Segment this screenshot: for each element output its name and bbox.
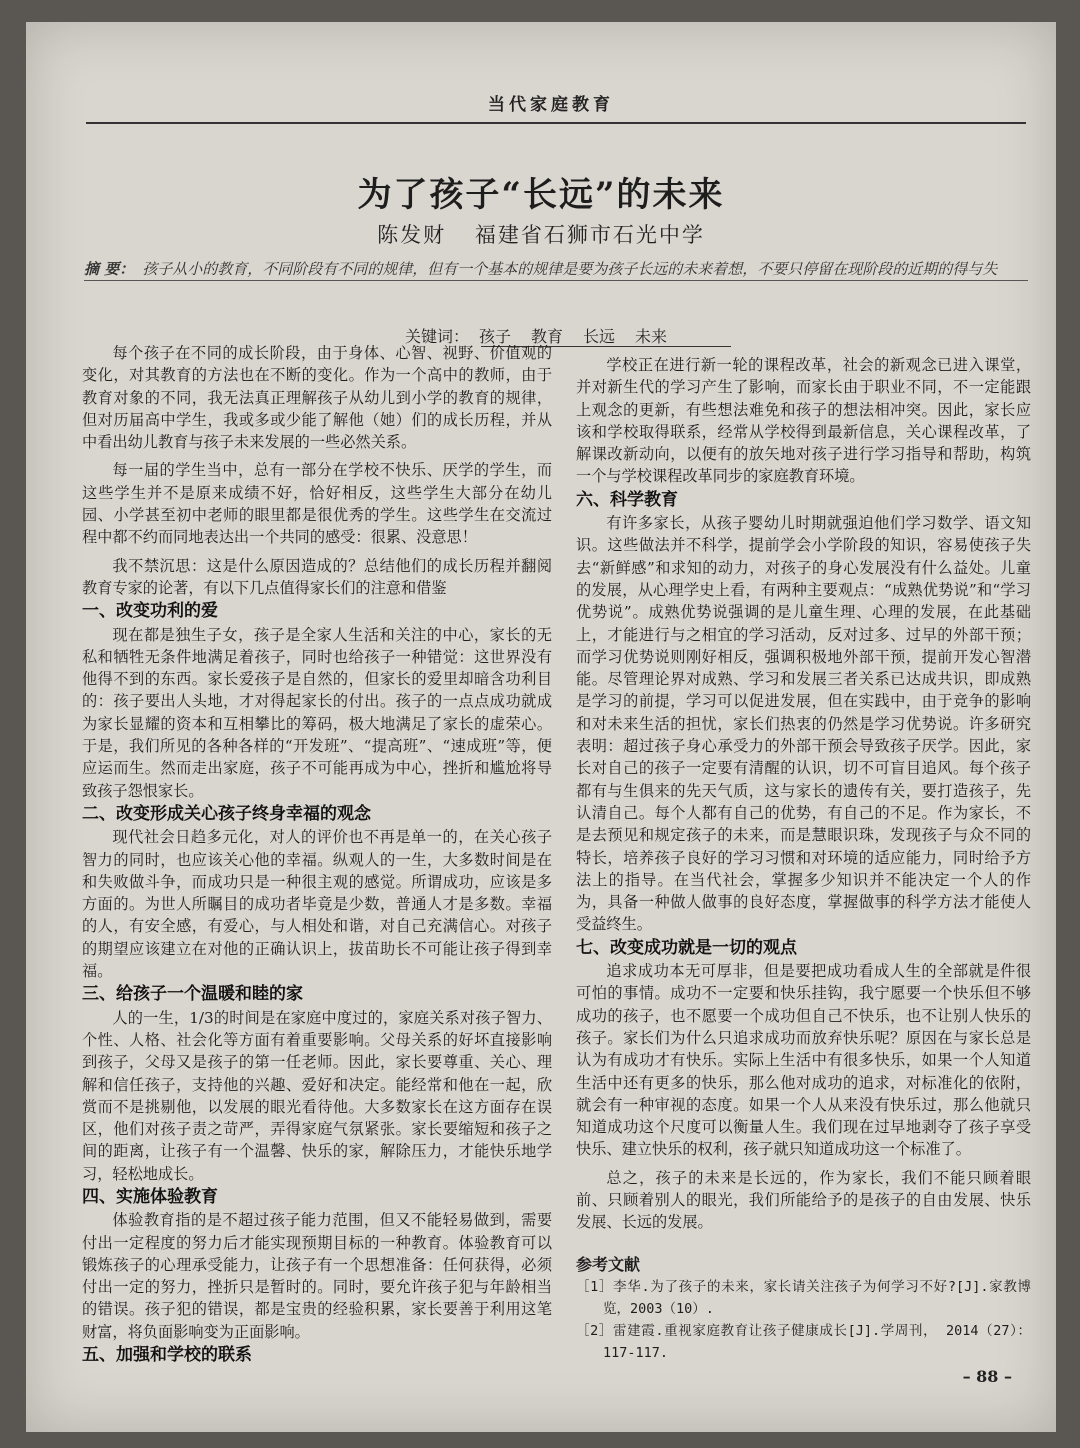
paragraph: 有许多家长，从孩子婴幼儿时期就强迫他们学习数学、语文知识。这些做法并不科学，提前学会小学阶段的知识，容易使孩子失去“新鲜感”和求知的动力，对孩子的身心发展没有什么益处。儿童的发展，从心理学史上看，有两种主要观点：“成熟优势说”和“学习优势说”。成熟优势说强调的是儿童生理、心理的发展，在此基础上，才能进行与之相宜的学习活动，反对过多、过早的外部干预；而学习优势说则刚好相反，强调积极地外部干预，提前开发心智潜能。尽管理论界对成熟、学习和发展三者关系已达成共识，即成熟是学习的前提，学习可以促进发展，但在实践中，由于竞争的影响和对未来生活的担忧，家长们热衷的仍然是学习优势说。许多研究表明：超过孩子身心承受力的外部干预会导致孩子厌学。因此，家长对自己的孩子一定要有清醒的认识，切不可盲目追风。每个孩子都有与生俱来的先天气质，这与家长的遗传有关，要打造孩子，先认清自己。每个人都有自己的优势，有自己的不足。作为家长，不是去预见和规定孩子的未来，而是慧眼识珠，发现孩子与众不同的特长，培养孩子良好的学习习惯和对环境的适应能力，同时给予方法上的指导。在当代社会，掌握多少知识并不能决定一个人的作为，具备一种做人做事的良好态度，掌握做事的科学方法才能使人受益终生。 bbox=[576, 514, 1031, 934]
reference-text: 李华.为了孩子的未来，家长请关注孩子为何学习不好?[J].家教博览，2003（10）. bbox=[603, 1278, 1031, 1317]
section-heading: 一、改变功利的爱 bbox=[82, 601, 218, 622]
keyword: 长远 bbox=[583, 327, 616, 346]
left-column bbox=[82, 334, 552, 1367]
keyword: 孩子 bbox=[478, 327, 511, 346]
paragraph: 学校正在进行新一轮的课程改革，社会的新观念已进入课堂，并对新生代的学习产生了影响，而家长由于职业不同，不一定能跟上观念的更新，有些想法难免和孩子的想法相冲突。因此，家长应该和学校取得联系，经常从学校得到最新信息，关心课程改革，了解课改新动向，以便有的放矢地对孩子进行学习指导和帮助，构筑一个与学校课程改革同步的家庭教育环境。 bbox=[576, 356, 1031, 486]
section-heading: 五、加强和学校的联系 bbox=[82, 1345, 252, 1366]
paragraph: 人的一生，1/3的时间是在家庭中度过的，家庭关系对孩子智力、个性、人格、社会化等方面有着重要影响。父母关系的好坏直接影响到孩子，父母又是孩子的第一任老师。因此，家长要尊重、关心、理解和信任孩子，支持他的兴趣、爱好和决定。能经常和他在一起，欣赏而不是挑剔他，以发展的眼光看待他。大多数家长在这方面存在误区，他们对孩子责之苛严，弄得家庭气氛紧张。家长要缩短和孩子之间的距离，让孩子有一个温馨、快乐的家，解除压力，才能快乐地学习，轻松地成长。 bbox=[82, 1008, 552, 1183]
section-heading: 二、改变形成关心孩子终身幸福的观念 bbox=[82, 803, 371, 824]
keywords-label: 关键词： bbox=[404, 327, 469, 346]
journal-header: 当代家庭教育 bbox=[488, 95, 614, 115]
paragraph: 每一届的学生当中，总有一部分在学校不快乐、厌学的学生，而这些学生并不是原来成绩不好，恰好相反，这些学生大部分在幼儿园、小学甚至初中老师的眼里都是很优秀的学生。这些学生在交流过程中都不约而同地表达出一个共同的感受：很累、没意思！ bbox=[82, 461, 552, 547]
author-name: 陈发财 bbox=[377, 223, 447, 247]
paragraph: 现在都是独生子女，孩子是全家人生活和关注的中心，家长的无私和牺牲无条件地满足着孩子，同时也给孩子一种错觉：这世界没有他得不到的东西。家长爱孩子是自然的，但家长的爱里却暗含功利目的：孩子要出人头地，才对得起家长的付出。孩子的一点点成功就成为家长显耀的资本和互相攀比的筹码，极大地满足了家长的虚荣心。于是，我们所见的各种各样的“开发班”、“提高班”、“速成班”等，便应运而生。然而走出家庭，孩子不可能再成为中心，挫折和尴尬将导致孩子怨恨家长。 bbox=[82, 625, 552, 800]
reference-number: ［1］ bbox=[576, 1278, 614, 1295]
abstract-text: 孩子从小的教育，不同阶段有不同的规律，但有一个基本的规律是要为孩子长远的未来着想，不要只停留在现阶段的近期的得与失 bbox=[142, 260, 998, 278]
author-affiliation: 福建省石狮市石光中学 bbox=[474, 223, 705, 247]
section-heading: 七、改变成功就是一切的观点 bbox=[576, 937, 797, 958]
abstract-label: 摘 要： bbox=[84, 260, 135, 278]
references-title: 参考文献 bbox=[576, 1254, 641, 1274]
paragraph: 总之，孩子的未来是长远的，作为家长，我们不能只顾着眼前、只顾着别人的眼光，我们所能给予的是孩子的自由发展、快乐发展、长远的发展。 bbox=[576, 1168, 1031, 1232]
paragraph: 我不禁沉思：这是什么原因造成的？总结他们的成长历程并翻阅教育专家的论著，有以下几点值得家长们的注意和借鉴 bbox=[82, 556, 552, 597]
section-heading: 六、科学教育 bbox=[576, 489, 678, 510]
keyword: 教育 bbox=[530, 327, 563, 346]
reference-text: 雷建霞.重视家庭教育让孩子健康成长[J].学周刊， 2014（27）：117-117. bbox=[603, 1322, 1031, 1361]
reference-item bbox=[576, 1276, 1031, 1320]
reference-number: ［2］ bbox=[576, 1322, 613, 1339]
article-title: 为了孩子“长远”的未来 bbox=[357, 175, 725, 215]
paragraph: 体验教育指的是不超过孩子能力范围，但又不能轻易做到，需要付出一定程度的努力后才能实现预期目标的一种教育。体验教育可以锻炼孩子的心理承受能力，让孩子有一个思想准备：任何获得，必须付出一定的努力，挫折只是暂时的。同时，要允许孩子犯与年龄相当的错误。孩子犯的错误，都是宝贵的经验积累，家长要善于利用这笔财富，将负面影响变为正面影响。 bbox=[82, 1211, 552, 1341]
journal-page bbox=[26, 22, 1056, 1432]
reference-item bbox=[576, 1320, 1031, 1364]
abstract bbox=[84, 258, 1028, 281]
right-column bbox=[576, 354, 1031, 1364]
keyword: 未来 bbox=[635, 327, 668, 346]
paragraph: 现代社会日趋多元化，对人的评价也不再是单一的，在关心孩子智力的同时，也应该关心他的幸福。纵观人的一生，大多数时间是在和失败做斗争，而成功只是一种很主观的感觉。所谓成功，应该是多方面的。为世人所瞩目的成功者毕竟是少数，普通人才是多数。幸福的人，有安全感，有爱心，与人相处和谐，对自己充满信心。对孩子的期望应该建立在对他的正确认识上，拔苗助长不可能让孩子得到幸福。 bbox=[82, 828, 552, 981]
section-heading: 三、给孩子一个温暖和睦的家 bbox=[82, 984, 303, 1005]
page-number: – 88 – bbox=[962, 1367, 1012, 1386]
author-line bbox=[26, 219, 1056, 249]
header-rule bbox=[86, 122, 1026, 124]
section-heading: 四、实施体验教育 bbox=[82, 1186, 218, 1207]
paragraph: 每个孩子在不同的成长阶段，由于身体、心智、视野、价值观的变化，对其教育的方法也在不断的变化。作为一个高中的教师，由于教育对象的不同，我无法真正理解孩子从幼儿到小学的教育的规律，但对历届高中学生，我或多或少能了解他（她）们的成长历程，并从中看出幼儿教育与孩子未来发展的一些必然关系。 bbox=[82, 344, 552, 452]
paragraph: 追求成功本无可厚非，但是要把成功看成人生的全部就是件很可怕的事情。成功不一定要和快乐挂钩，我宁愿要一个快乐但不够成功的孩子，也不愿要一个成功但自己不快乐，也不让别人快乐的孩子。家长们为什么只追求成功而放弃快乐呢？原因在与家长总是认为有成功才有快乐。实际上生活中有很多快乐，如果一个人知道生活中还有更多的快乐，那么他对成功的追求，对标准化的依附，就会有一种审视的态度。如果一个人从来没有快乐过，那么他就只知道成功这个尺度可以衡量人生。我们现在过早地剥夺了孩子享受快乐、建立快乐的权利，孩子就只知道成功这一个标准了。 bbox=[576, 962, 1031, 1159]
